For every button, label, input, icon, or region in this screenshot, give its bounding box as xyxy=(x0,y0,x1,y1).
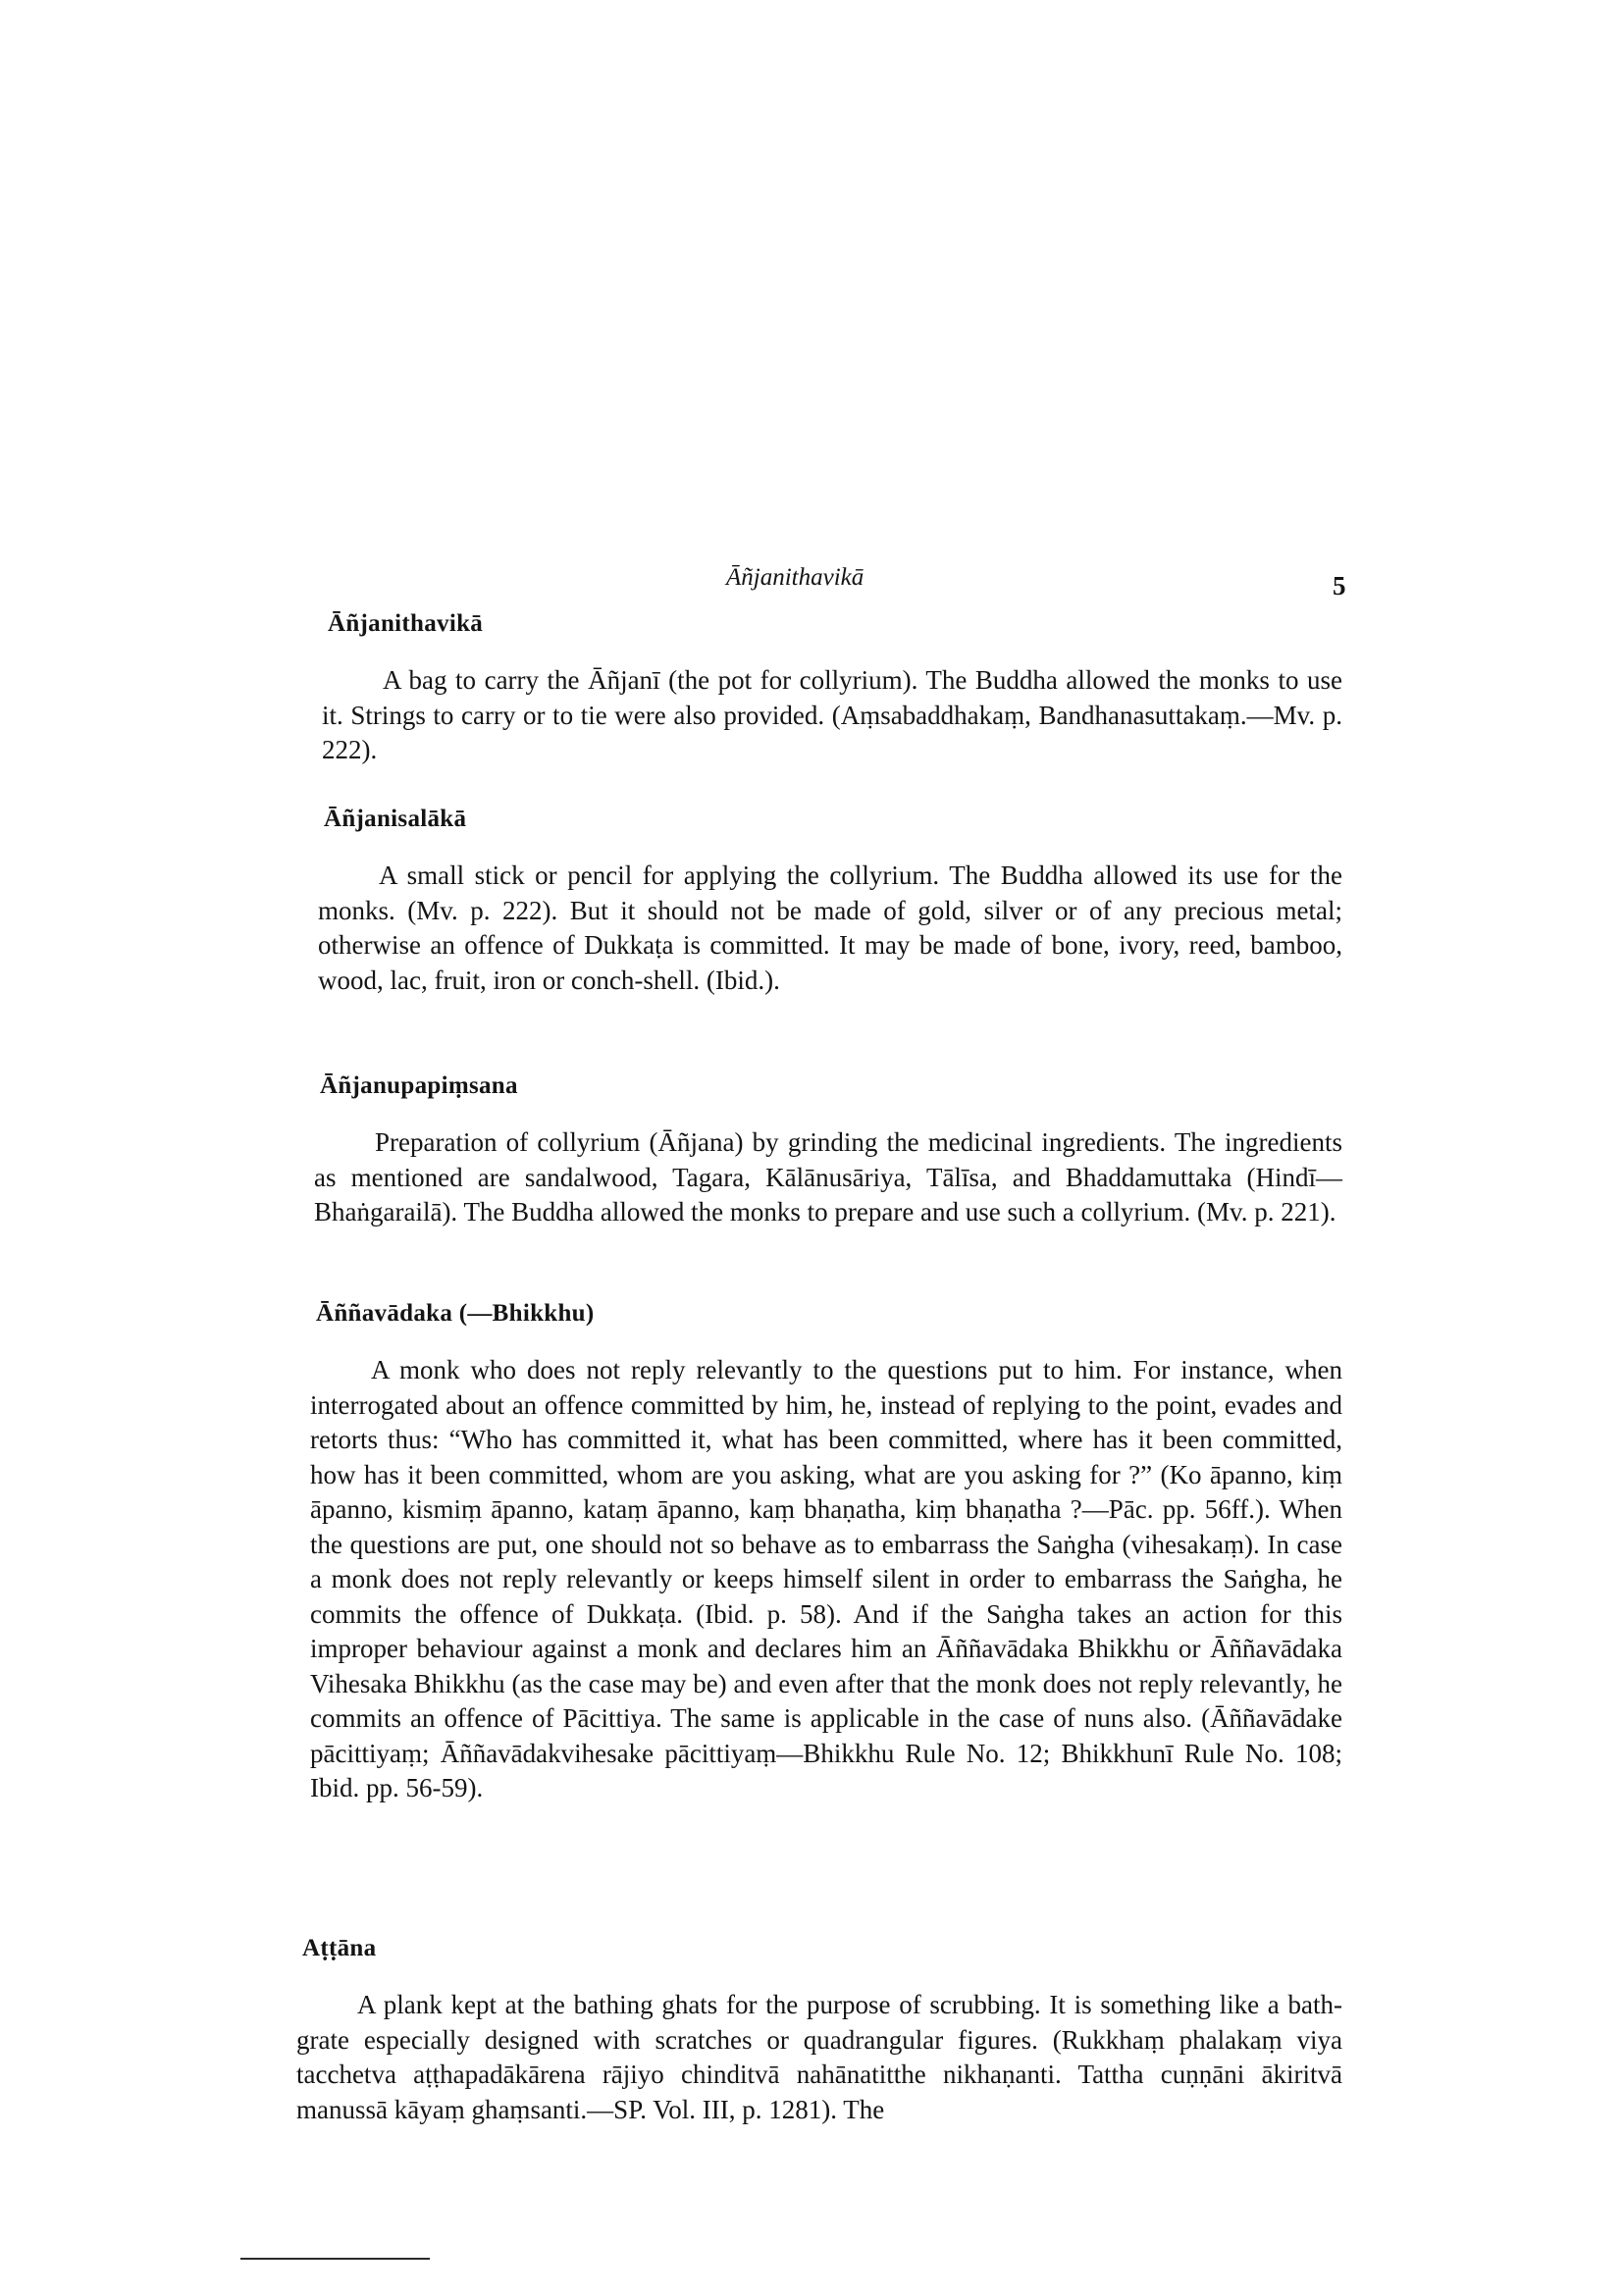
entry-title: Aṭṭāna xyxy=(302,1935,377,1961)
entry-anjanupapimsana xyxy=(314,1072,1342,1230)
entry-body: A bag to carry the Āñjanī (the pot for collyrium). The Buddha allowed the monks to use it. Strings to carry or to tie were also provided. (Aṃsabaddhakaṃ, Bandhanasuttakaṃ.—Mv. p. 222). xyxy=(322,665,1342,764)
page-number: 5 xyxy=(1333,571,1346,600)
entry-body: A small stick or pencil for applying the collyrium. The Buddha allowed its use for the monks. (Mv. p. 222). But it should not be made of gold, silver or of any precious metal; otherwise an offence of Dukkaṭa is committed. It may be made of bone, ivory, reed, bamboo, wood, lac, fruit, iron or conch-shell. (Ibid.). xyxy=(318,861,1342,995)
footer-rule xyxy=(240,2258,430,2260)
entry-attana xyxy=(296,1935,1342,2127)
entry-title: Āññavādaka (—Bhikkhu) xyxy=(316,1300,595,1327)
entry-title: Āñjanisalākā xyxy=(324,806,467,832)
entry-annavadaka xyxy=(310,1300,1342,1806)
entry-body: A plank kept at the bathing ghats for the purpose of scrubbing. It is something like a bath-grate especially designed with scratches or quadrangular figures. (Rukkhaṃ phalakaṃ viya tacchetva aṭṭhapadākārena rājiyo chinditvā nahānatitthe nikhaṇanti. Tattha cuṇṇāni ākiritvā manussā kāyaṃ ghaṃsanti.—SP. Vol. III, p. 1281). The xyxy=(296,1990,1342,2124)
entry-body: Preparation of collyrium (Āñjana) by grinding the medicinal ingredients. The ingredients as mentioned are sandalwood, Tagara, Kālānusāriya, Tālīsa, and Bhaddamuttaka (Hindī—Bhaṅgarailā). The Buddha allowed the monks to prepare and use such a collyrium. (Mv. p. 221). xyxy=(314,1127,1342,1226)
entry-anjanisalaka xyxy=(318,806,1342,998)
entry-title: Āñjanithavikā xyxy=(328,610,484,637)
running-head: Āñjanithavikā xyxy=(726,564,864,591)
entry-anjanithavika xyxy=(322,610,1342,768)
entry-body: A monk who does not reply relevantly to the questions put to him. For instance, when interrogated about an offence committed by him, he, instead of replying to the point, evades and retorts thus: “Who has committed it, what has been committed, where has it been committed, how has it been committed, whom are you asking, what are you asking for ?” (Ko āpanno, kiṃ āpanno, kismiṃ āpanno, kataṃ āpanno, kaṃ bhaṇatha, kiṃ bhaṇatha ?—Pāc. pp. 56ff.). When the questions are put, one should not so behave as to embarrass the Saṅgha (vihesakaṃ). In case a monk does not reply relevantly or keeps himself silent in order to embarrass the Saṅgha, he commits the offence of Dukkaṭa. (Ibid. p. 58). And if the Saṅgha takes an action for this improper behaviour against a monk and declares him an Āññavādaka Bhikkhu or Āññavādaka Vihesaka Bhikkhu (as the case may be) and even after that the monk does not reply relevantly, he commits an offence of Pācittiya. The same is applicable in the case of nuns also. (Āññavādake pācittiyaṃ; Āññavādakvihesake pācittiyaṃ—Bhikkhu Rule No. 12; Bhikkhunī Rule No. 108; Ibid. pp. 56-59). xyxy=(310,1355,1342,1802)
entry-title: Āñjanupapiṃsana xyxy=(320,1072,518,1099)
